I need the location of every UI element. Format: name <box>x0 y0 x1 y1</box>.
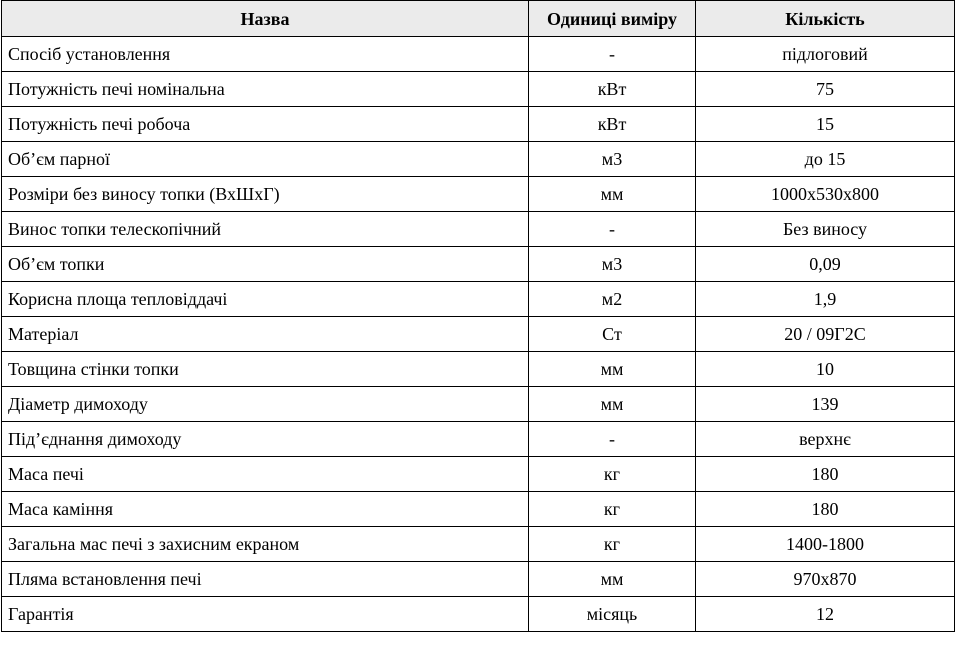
table-row <box>2 282 955 317</box>
cell-quantity: до 15 <box>696 142 955 177</box>
cell-name: Об’єм парної <box>2 142 529 177</box>
cell-unit: мм <box>529 352 696 387</box>
table-row <box>2 352 955 387</box>
cell-name: Маса каміння <box>2 492 529 527</box>
specifications-table <box>1 0 955 632</box>
header-unit: Одиниці виміру <box>529 1 696 37</box>
table-row <box>2 562 955 597</box>
cell-quantity: 139 <box>696 387 955 422</box>
cell-unit: кг <box>529 492 696 527</box>
cell-unit: кг <box>529 527 696 562</box>
cell-unit: - <box>529 422 696 457</box>
cell-unit: мм <box>529 562 696 597</box>
table-row <box>2 107 955 142</box>
cell-quantity: 180 <box>696 492 955 527</box>
cell-name: Спосіб установлення <box>2 37 529 72</box>
cell-name: Матеріал <box>2 317 529 352</box>
table-row <box>2 212 955 247</box>
cell-quantity: Без виносу <box>696 212 955 247</box>
header-quantity: Кількість <box>696 1 955 37</box>
cell-quantity: 10 <box>696 352 955 387</box>
cell-name: Під’єднання димоходу <box>2 422 529 457</box>
cell-quantity: 0,09 <box>696 247 955 282</box>
cell-name: Маса печі <box>2 457 529 492</box>
table-row <box>2 597 955 632</box>
cell-quantity: 180 <box>696 457 955 492</box>
table-row <box>2 177 955 212</box>
cell-quantity: 1,9 <box>696 282 955 317</box>
cell-unit: Ст <box>529 317 696 352</box>
cell-unit: м3 <box>529 142 696 177</box>
table-header <box>2 1 955 37</box>
cell-name: Товщина стінки топки <box>2 352 529 387</box>
cell-unit: місяць <box>529 597 696 632</box>
cell-name: Загальна мас печі з захисним екраном <box>2 527 529 562</box>
table-row <box>2 492 955 527</box>
cell-name: Розміри без виносу топки (ВхШхГ) <box>2 177 529 212</box>
cell-quantity: 1400-1800 <box>696 527 955 562</box>
table-row <box>2 422 955 457</box>
table-row <box>2 37 955 72</box>
cell-unit: кВт <box>529 107 696 142</box>
cell-unit: кВт <box>529 72 696 107</box>
cell-unit: мм <box>529 387 696 422</box>
cell-name: Об’єм топки <box>2 247 529 282</box>
cell-name: Корисна площа тепловіддачі <box>2 282 529 317</box>
cell-quantity: 970х870 <box>696 562 955 597</box>
table-row <box>2 72 955 107</box>
header-row <box>2 1 955 37</box>
cell-quantity: 20 / 09Г2С <box>696 317 955 352</box>
cell-name: Потужність печі робоча <box>2 107 529 142</box>
header-name: Назва <box>2 1 529 37</box>
table-row <box>2 247 955 282</box>
cell-quantity: 1000х530х800 <box>696 177 955 212</box>
table-body <box>2 37 955 632</box>
table-row <box>2 457 955 492</box>
cell-unit: м2 <box>529 282 696 317</box>
cell-quantity: підлоговий <box>696 37 955 72</box>
cell-name: Пляма встановлення печі <box>2 562 529 597</box>
cell-quantity: 12 <box>696 597 955 632</box>
table-row <box>2 142 955 177</box>
cell-name: Діаметр димоходу <box>2 387 529 422</box>
cell-unit: - <box>529 212 696 247</box>
cell-unit: мм <box>529 177 696 212</box>
cell-name: Потужність печі номінальна <box>2 72 529 107</box>
cell-quantity: верхнє <box>696 422 955 457</box>
cell-quantity: 75 <box>696 72 955 107</box>
cell-name: Гарантія <box>2 597 529 632</box>
table-row <box>2 387 955 422</box>
cell-quantity: 15 <box>696 107 955 142</box>
cell-name: Винос топки телескопічний <box>2 212 529 247</box>
cell-unit: м3 <box>529 247 696 282</box>
table-row <box>2 527 955 562</box>
table-row <box>2 317 955 352</box>
cell-unit: кг <box>529 457 696 492</box>
cell-unit: - <box>529 37 696 72</box>
